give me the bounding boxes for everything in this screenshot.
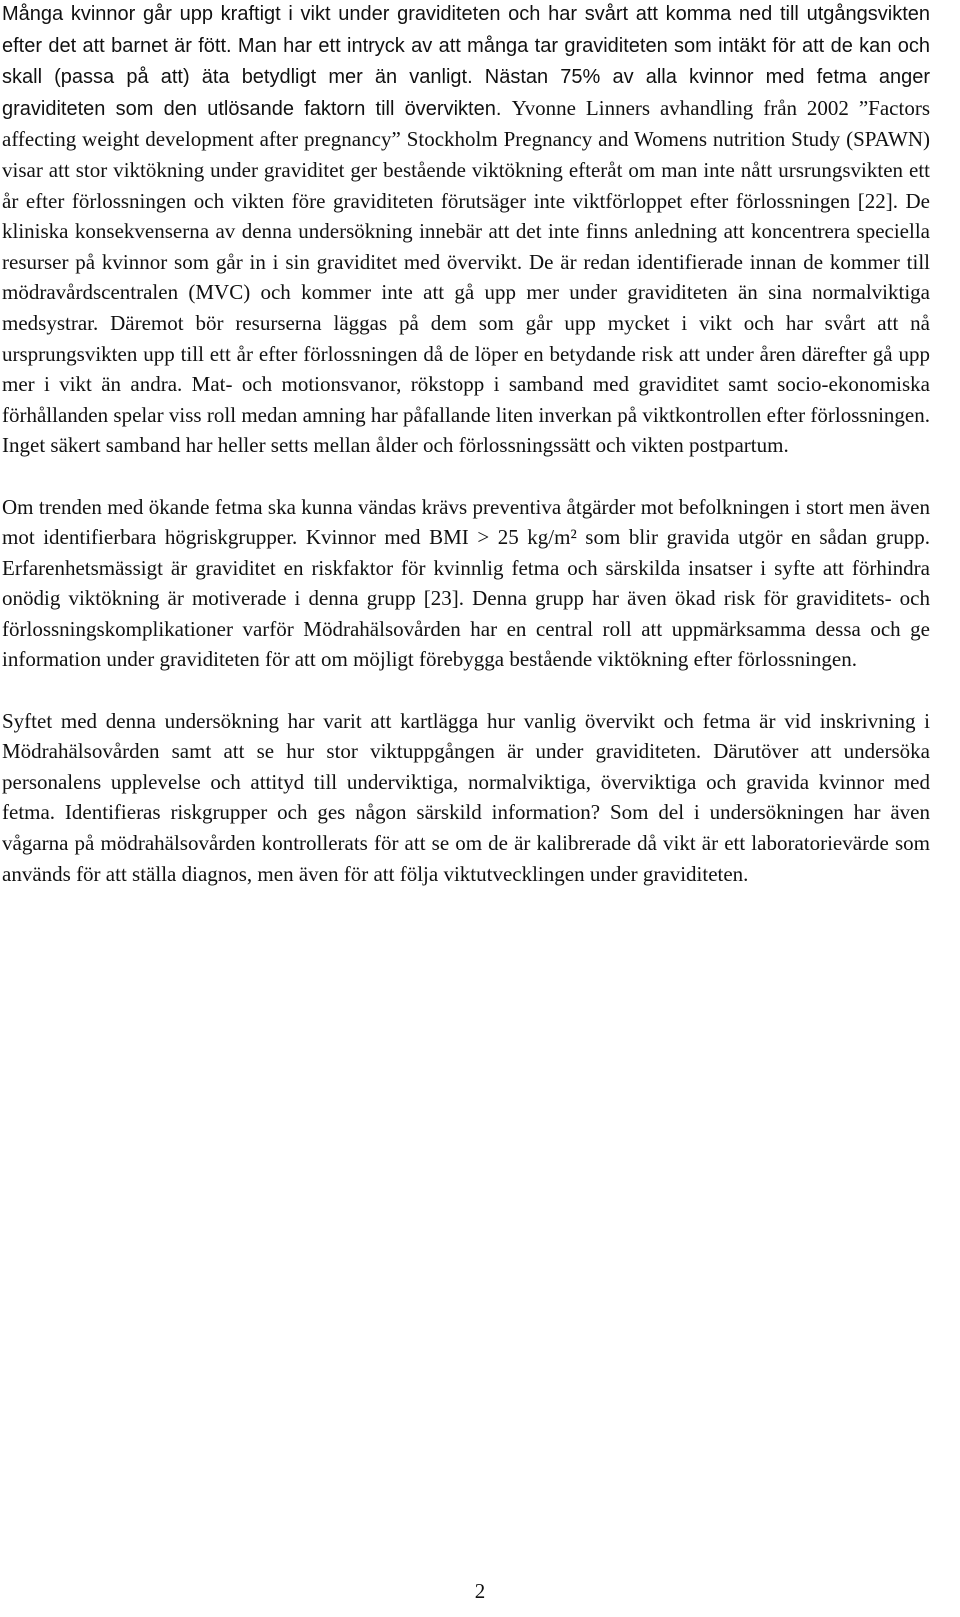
body-text bbox=[2, 0, 930, 920]
paragraph-2-run-1: Om trenden med ökande fetma ska kunna vändas krävs preventiva åtgärder mot befolkningen i stort men även mot identifierbara högriskgrupper. Kvinnor med BMI > 25 kg/m² som blir gravida utgör en sådan grupp. Erfarenhetsmässigt är graviditet en riskfaktor för kvinnlig fetma och särskilda insatser i syfte att förhindra onödig viktökning är motiverade i denna grupp [23]. Denna grupp har även ökad risk för graviditets- och förlossningskomplikationer varför Mödrahälsovården har en central roll att uppmärksamma dessa och ge information under graviditeten för att om möjligt förebygga bestående viktökning efter förlossningen. bbox=[2, 494, 930, 672]
page-number: 2 bbox=[474, 1579, 486, 1603]
paragraph-3 bbox=[2, 706, 930, 890]
paragraph-3-run-1: Syftet med denna undersökning har varit att kartlägga hur vanlig övervikt och fetma är vid inskrivning i Mödrahälsovården samt att se hur stor viktuppgången är under graviditeten. Därutöver att undersöka personalens upplevelse och attityd till underviktiga, normalviktiga, överviktiga och gravida kvinnor med fetma. Identifieras riskgrupper och ges någon särskild information? Som del i undersökningen har även vågarna på mödrahälsovården kontrollerats för att se om de är kalibrerade då vikt är ett laboratorievärde som används för att ställa diagnos, men även för att följa viktutvecklingen under graviditeten. bbox=[2, 708, 930, 886]
paragraph-2 bbox=[2, 492, 930, 676]
paragraph-1-run-2: Yvonne Linners avhandling från 2002 ”Factors affecting weight development after pregnancy” Stockholm Pregnancy and Womens nutrition Study (SPAWN) visar att stor viktökning under graviditet ger bestående viktökning efteråt om man inte nått ursrungsvikten ett år efter förlossningen och vikten före graviditeten förutsäger inte viktförloppet efter förlossningen [22]. De kliniska konsekvenserna av denna undersökning innebär att det inte finns anledning att koncentrera speciella resurser på kvinnor som går in i sin graviditet med övervikt. De är redan identifierade innan de kommer till mödravårdscentralen (MVC) och kommer inte att gå upp mer under graviditeten än sina normalviktiga medsystrar. Däremot bör resurserna läggas på dem som går upp mycket i vikt och har svårt att nå ursprungsvikten upp till ett år efter förlossningen då de löper en betydande risk att under åren därefter gå upp mer i vikt än andra. Mat- och motionsvanor, rökstopp i samband med graviditet samt socio-ekonomiska förhållanden spelar viss roll medan amning har påfallande liten inverkan på viktkontrollen efter förlossningen. Inget säkert samband har heller setts mellan ålder och förlossningssätt och vikten postpartum. bbox=[2, 95, 930, 458]
paragraph-1 bbox=[2, 0, 930, 461]
paragraph-1-run-1: Många kvinnor går upp kraftigt i vikt under graviditeten och har svårt att komma ned till utgångsvikten efter det att barnet är fött. Man har ett intryck av att många tar graviditeten som intäkt för att de kan och skall (passa på att) äta betydligt mer än vanligt. Nästan 75% av alla kvinnor med fetma anger graviditeten som den utlösande faktorn till övervikten. bbox=[2, 3, 930, 120]
